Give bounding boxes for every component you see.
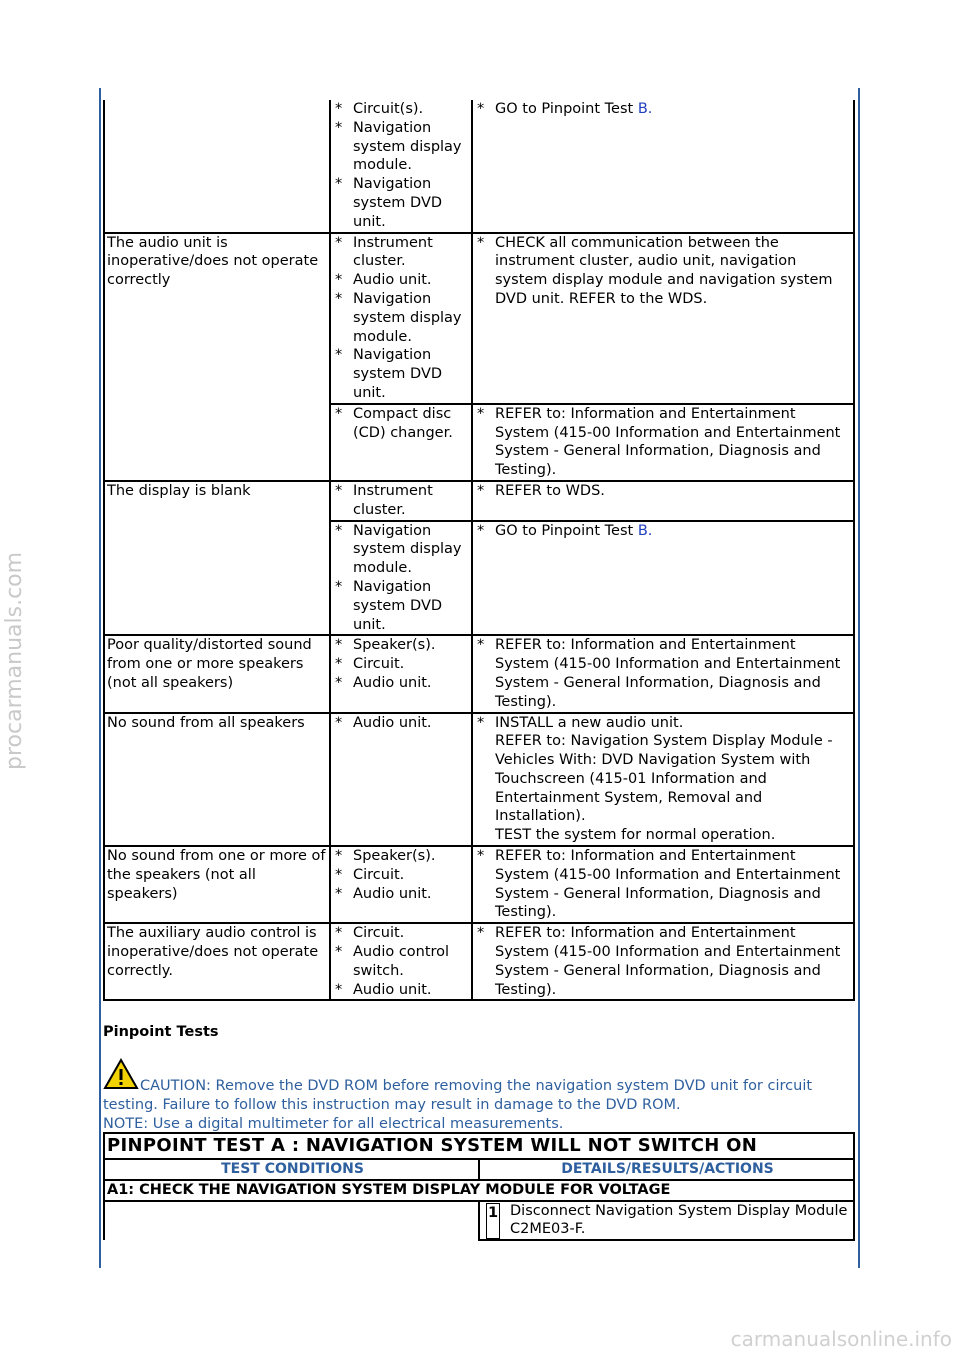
action-item xyxy=(475,522,853,541)
bullet: * xyxy=(477,405,485,422)
pinpoint-tests-heading: Pinpoint Tests xyxy=(103,1024,219,1040)
action-extra: TEST the system for normal operation. xyxy=(495,827,776,844)
action-text: REFER to: Information and Entertainment System (415-00 Information and Entertainment System - General Information, Diagnosis and Testing). xyxy=(495,848,841,921)
bullet: * xyxy=(477,925,485,942)
source-item xyxy=(333,100,471,119)
action-item xyxy=(475,482,853,501)
symptom-text: The display is blank xyxy=(107,482,251,499)
pinpoint-test-link[interactable]: B. xyxy=(637,522,653,539)
details-header: DETAILS/RESULTS/ACTIONS xyxy=(479,1159,854,1180)
bullet: * xyxy=(335,578,343,595)
source-item xyxy=(333,271,471,290)
symptom-text: The auxiliary audio control is inoperative/does not operate correctly. xyxy=(107,925,319,979)
bullet: * xyxy=(335,714,343,731)
bullet: * xyxy=(335,347,343,364)
possible-source-cell xyxy=(330,481,472,521)
action-text: INSTALL a new audio unit. xyxy=(495,714,684,731)
source-text: Navigation system DVD unit. xyxy=(353,176,443,230)
step-number: 1 xyxy=(486,1203,500,1240)
warning-icon xyxy=(103,1058,139,1096)
action-cell xyxy=(472,100,854,233)
source-item xyxy=(333,924,471,943)
action-cell xyxy=(472,233,854,404)
symptom-chart xyxy=(103,100,855,1001)
source-item xyxy=(333,847,471,866)
source-item xyxy=(333,981,471,1000)
action-text: REFER to: Information and Entertainment System (415-00 Information and Entertainment System - General Information, Diagnosis and Testing). xyxy=(495,925,841,998)
possible-source-cell xyxy=(330,100,472,233)
source-text: Navigation system display module. xyxy=(353,119,462,174)
symptom-row xyxy=(104,481,854,521)
bullet: * xyxy=(335,981,343,998)
source-text: Compact disc (CD) changer. xyxy=(353,405,453,441)
action-item xyxy=(475,924,853,999)
source-text: Audio unit. xyxy=(353,981,432,998)
pinpoint-test-table xyxy=(103,1132,855,1241)
action-item xyxy=(475,234,853,309)
source-text: Audio control switch. xyxy=(353,944,450,979)
symptom-text: No sound from one or more of the speakers (not all speakers) xyxy=(107,848,326,902)
source-text: Instrument cluster. xyxy=(353,234,433,270)
action-cell xyxy=(472,923,854,1000)
symptom-cell xyxy=(104,846,330,923)
action-text: REFER to: Information and Entertainment System (415-00 Information and Entertainment System - General Information, Diagnosis and Testing). xyxy=(495,405,841,479)
bullet: * xyxy=(477,848,485,865)
symptom-row xyxy=(104,923,854,1000)
left-watermark: procarmanuals.com xyxy=(2,551,27,770)
source-text: Audio unit. xyxy=(353,885,432,902)
source-item xyxy=(333,578,471,634)
source-item xyxy=(333,674,471,693)
bullet: * xyxy=(335,848,343,865)
step-text: Disconnect Navigation System Display Module C2ME03-F. xyxy=(510,1202,848,1238)
possible-source-cell xyxy=(330,846,472,923)
bullet: * xyxy=(335,101,343,117)
source-item xyxy=(333,866,471,885)
action-item xyxy=(475,847,853,922)
source-item xyxy=(333,522,471,578)
right-page-rule xyxy=(858,88,860,1268)
action-text: GO to Pinpoint Test xyxy=(495,522,638,539)
symptom-row xyxy=(104,713,854,847)
possible-source-cell xyxy=(330,521,472,636)
symptom-row xyxy=(104,635,854,712)
symptom-text: No sound from all speakers xyxy=(107,714,305,731)
bullet: * xyxy=(335,176,343,193)
symptom-cell xyxy=(104,923,330,1000)
source-item xyxy=(333,482,471,520)
source-item xyxy=(333,714,471,733)
action-item xyxy=(475,405,853,480)
pinpoint-test-link[interactable]: B. xyxy=(637,101,653,117)
bullet: * xyxy=(335,482,343,499)
bullet: * xyxy=(335,119,343,136)
action-cell xyxy=(472,635,854,712)
source-item xyxy=(333,655,471,674)
source-text: Circuit(s). xyxy=(353,101,424,117)
action-text: CHECK all communication between the instrument cluster, audio unit, navigation system display module and navigation system DVD unit. REFER to the WDS. xyxy=(495,234,833,307)
bullet: * xyxy=(335,637,343,654)
source-text: Circuit. xyxy=(353,925,405,942)
bullet: * xyxy=(335,674,343,691)
action-text: REFER to: Information and Entertainment System (415-00 Information and Entertainment System - General Information, Diagnosis and Testing). xyxy=(495,637,841,710)
source-text: Instrument cluster. xyxy=(353,482,433,518)
action-item xyxy=(475,714,853,846)
bullet: * xyxy=(477,101,485,117)
source-item xyxy=(333,943,471,981)
symptom-cell xyxy=(104,635,330,712)
bottom-watermark: carmanualsonline.info xyxy=(730,1327,952,1351)
bullet: * xyxy=(335,290,343,307)
symptom-cell xyxy=(104,713,330,847)
bullet: * xyxy=(335,656,343,673)
source-text: Navigation system DVD unit. xyxy=(353,347,443,401)
possible-source-cell xyxy=(330,404,472,481)
action-cell xyxy=(472,521,854,636)
pinpoint-title: PINPOINT TEST A : NAVIGATION SYSTEM WILL NOT SWITCH ON xyxy=(104,1133,854,1159)
source-item xyxy=(333,405,471,443)
source-text: Audio unit. xyxy=(353,714,432,731)
caution-block xyxy=(103,1058,855,1134)
action-text: GO to Pinpoint Test xyxy=(495,101,638,117)
source-text: Audio unit. xyxy=(353,674,432,691)
source-text: Navigation system display module. xyxy=(353,290,462,345)
possible-source-cell xyxy=(330,713,472,847)
source-item xyxy=(333,346,471,402)
source-item xyxy=(333,234,471,272)
bullet: * xyxy=(335,405,343,422)
action-extra: REFER to: Navigation System Display Module - Vehicles With: DVD Navigation System with Touchscreen (415-01 Information and Entertainment System, Removal and Installation). xyxy=(495,733,833,825)
symptom-text: Poor quality/distorted sound from one or more speakers (not all speakers) xyxy=(107,637,312,691)
caution-text: CAUTION: Remove the DVD ROM before removing the navigation system DVD unit for circuit testing. Failure to follow this instruction may result in damage to the DVD ROM. xyxy=(103,1078,813,1113)
bullet: * xyxy=(477,234,485,251)
possible-source-cell xyxy=(330,635,472,712)
source-text: Speaker(s). xyxy=(353,637,436,654)
bullet: * xyxy=(477,482,485,499)
source-item xyxy=(333,119,471,175)
source-item xyxy=(333,885,471,904)
note-text: NOTE: Use a digital multimeter for all electrical measurements. xyxy=(103,1116,564,1132)
bullet: * xyxy=(335,234,343,251)
bullet: * xyxy=(477,522,485,539)
symptom-row xyxy=(104,100,854,233)
action-cell xyxy=(472,846,854,923)
bullet: * xyxy=(335,944,343,961)
bullet: * xyxy=(335,522,343,539)
source-text: Speaker(s). xyxy=(353,848,436,865)
left-page-rule xyxy=(99,88,101,1268)
bullet: * xyxy=(477,714,485,731)
possible-source-cell xyxy=(330,923,472,1000)
action-text: REFER to WDS. xyxy=(495,482,605,499)
source-text: Navigation system display module. xyxy=(353,522,462,577)
source-item xyxy=(333,175,471,231)
step-conditions-cell xyxy=(104,1201,479,1241)
symptom-row xyxy=(104,846,854,923)
action-cell xyxy=(472,713,854,847)
symptom-cell xyxy=(104,100,330,233)
action-cell xyxy=(472,404,854,481)
possible-source-cell xyxy=(330,233,472,404)
action-item xyxy=(475,636,853,711)
source-text: Circuit. xyxy=(353,656,405,673)
source-text: Circuit. xyxy=(353,866,405,883)
test-conditions-header: TEST CONDITIONS xyxy=(104,1159,479,1180)
bullet: * xyxy=(335,866,343,883)
action-item xyxy=(475,100,853,119)
source-item xyxy=(333,290,471,346)
source-text: Navigation system DVD unit. xyxy=(353,578,443,633)
bullet: * xyxy=(335,885,343,902)
bullet: * xyxy=(335,925,343,942)
bullet: * xyxy=(477,637,485,654)
step-title: A1: CHECK THE NAVIGATION SYSTEM DISPLAY MODULE FOR VOLTAGE xyxy=(104,1180,854,1201)
bullet: * xyxy=(335,272,343,289)
symptom-text: The audio unit is inoperative/does not operate correctly xyxy=(107,234,319,289)
symptom-row xyxy=(104,233,854,404)
step-details-cell xyxy=(479,1201,854,1241)
action-cell xyxy=(472,481,854,521)
source-item xyxy=(333,636,471,655)
source-text: Audio unit. xyxy=(353,272,432,289)
symptom-cell xyxy=(104,481,330,635)
symptom-cell xyxy=(104,233,330,481)
